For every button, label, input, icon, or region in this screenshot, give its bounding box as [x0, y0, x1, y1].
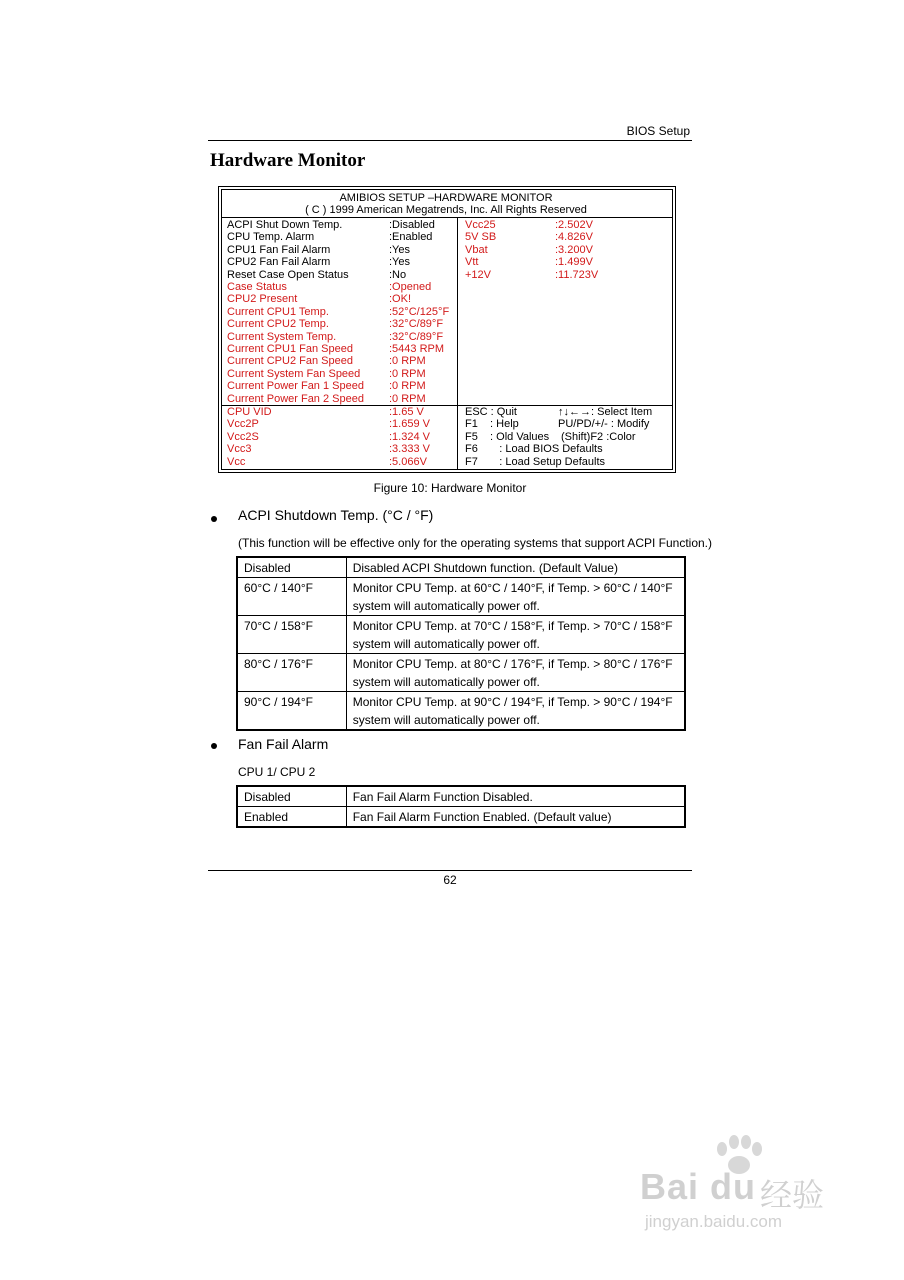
description-cell: Monitor CPU Temp. at 80°C / 176°F, if Temp. > 80°C / 176°F system will automatically power off.	[346, 654, 685, 692]
bios-voltage-value: :1.659 V	[389, 418, 430, 431]
bios-setting-value: :OK!	[389, 293, 412, 306]
bios-key-desc: PU/PD/+/- : Modify	[558, 418, 650, 431]
bios-right-voltage-label: +12V	[465, 268, 491, 281]
footer-rule	[208, 870, 692, 871]
fan-subheading: CPU 1/ CPU 2	[238, 765, 316, 779]
bios-column-divider	[457, 217, 458, 469]
bullet-icon	[211, 516, 217, 522]
option-cell: Disabled	[237, 786, 346, 807]
bios-setting-label: Current System Temp.	[227, 330, 337, 343]
bios-setting-value: :Enabled	[389, 231, 433, 244]
bios-voltage-label: Vcc3	[227, 443, 252, 456]
acpi-note: (This function will be effective only for the operating systems that support ACPI Function.)	[238, 536, 713, 550]
bios-title-line2: ( C ) 1999 American Megatrends, Inc. All Rights Reserved	[305, 204, 587, 216]
bios-setting-label: Current System Fan Speed	[227, 367, 361, 380]
bios-voltage-value: :5.066V	[389, 455, 427, 468]
bios-setting-value: :0 RPM	[389, 380, 426, 393]
bios-key-desc: ↑↓←→: Select Item	[558, 406, 653, 418]
bios-setting-value: :Yes	[389, 243, 411, 256]
option-cell: Enabled	[237, 807, 346, 828]
running-header: BIOS Setup	[626, 124, 690, 138]
bios-voltage-value: :3.333 V	[389, 443, 430, 456]
description-cell: Monitor CPU Temp. at 70°C / 158°F, if Temp. > 70°C / 158°F system will automatically power off.	[346, 616, 685, 654]
fan-heading: Fan Fail Alarm	[238, 736, 329, 752]
bios-key: F5 : Old Values	[465, 430, 550, 443]
fan-options-table	[236, 785, 686, 828]
table-row	[237, 616, 685, 654]
bios-setting-label: Current CPU2 Temp.	[227, 318, 329, 331]
description-cell: Monitor CPU Temp. at 60°C / 140°F, if Temp. > 60°C / 140°F system will automatically power off.	[346, 578, 685, 616]
bios-setting-label: Current CPU1 Fan Speed	[227, 343, 353, 355]
bios-setting-value: :0 RPM	[389, 367, 426, 380]
table-row	[237, 557, 685, 578]
bios-setting-label: Current CPU2 Fan Speed	[227, 355, 353, 368]
table-row	[237, 807, 685, 828]
description-cell: Monitor CPU Temp. at 90°C / 194°F, if Temp. > 90°C / 194°F system will automatically power off.	[346, 692, 685, 731]
bios-voltage-value: :1.324 V	[389, 430, 430, 443]
watermark-cn: 经验	[760, 1177, 825, 1213]
table-row	[237, 692, 685, 731]
header-rule	[208, 140, 692, 141]
bios-header-divider	[221, 217, 673, 218]
bios-setting-value: :Opened	[389, 281, 432, 293]
option-cell: 90°C / 194°F	[237, 692, 346, 731]
bios-right-voltage-label: 5V SB	[465, 231, 497, 244]
bios-voltage-value: :1.65 V	[389, 406, 424, 418]
bios-voltage-label: Vcc	[227, 455, 246, 468]
watermark-logo: Bai du	[640, 1166, 757, 1207]
bios-setting-value: :0 RPM	[389, 392, 426, 405]
table-row	[237, 578, 685, 616]
bios-setting-label: Current Power Fan 2 Speed	[227, 392, 364, 405]
option-cell: 70°C / 158°F	[237, 616, 346, 654]
bios-right-voltage-label: Vbat	[465, 243, 488, 256]
acpi-heading: ACPI Shutdown Temp. (°C / °F)	[238, 507, 434, 523]
description-cell: Disabled ACPI Shutdown function. (Default Value)	[346, 557, 685, 578]
bios-setting-label: Reset Case Open Status	[227, 268, 349, 281]
bios-setting-label: Current Power Fan 1 Speed	[227, 380, 364, 393]
option-cell: 80°C / 176°F	[237, 654, 346, 692]
bios-setting-value: :0 RPM	[389, 355, 426, 368]
bios-setting-label: ACPI Shut Down Temp.	[227, 219, 343, 231]
bios-key-desc: (Shift)F2 :Color	[561, 430, 636, 443]
bios-setting-value: :52°C/125°F	[389, 305, 450, 318]
acpi-options-table	[236, 556, 686, 731]
bios-voltage-label: CPU VID	[227, 406, 272, 418]
bios-setting-value: :32°C/89°F	[389, 318, 444, 331]
bios-title	[221, 192, 671, 216]
bios-voltage-label: Vcc2S	[227, 430, 259, 443]
bios-key: F1 : Help	[465, 418, 519, 431]
bios-setting-label: CPU2 Fan Fail Alarm	[227, 256, 331, 269]
table-row	[237, 654, 685, 692]
figure-caption: Figure 10: Hardware Monitor	[373, 481, 527, 495]
description-cell: Fan Fail Alarm Function Disabled.	[346, 786, 685, 807]
bios-right-voltage-value: :2.502V	[555, 219, 593, 231]
bios-setting-value: :Yes	[389, 256, 411, 269]
bullet-icon	[211, 743, 217, 749]
bios-right-voltage-value: :11.723V	[555, 268, 599, 281]
bios-setting-label: CPU2 Present	[227, 293, 298, 306]
bios-setting-label: CPU1 Fan Fail Alarm	[227, 243, 331, 256]
option-cell: Disabled	[237, 557, 346, 578]
bios-setting-value: :No	[389, 268, 407, 281]
option-cell: 60°C / 140°F	[237, 578, 346, 616]
watermark-url: jingyan.baidu.com	[645, 1212, 783, 1231]
page-number: 62	[443, 873, 457, 887]
bios-setting-value: :32°C/89°F	[389, 330, 444, 343]
bios-setting-label: Current CPU1 Temp.	[227, 305, 329, 318]
bios-key: ESC : Quit	[465, 406, 517, 418]
bios-right-voltage-value: :4.826V	[555, 231, 593, 244]
bios-right-voltage-label: Vcc25	[465, 219, 496, 231]
bios-setting-value: :Disabled	[389, 219, 435, 231]
bios-setting-label: Case Status	[227, 281, 287, 293]
bios-title-line1: AMIBIOS SETUP –HARDWARE MONITOR	[339, 192, 553, 204]
page-title: Hardware Monitor	[210, 150, 366, 171]
description-cell: Fan Fail Alarm Function Enabled. (Default value)	[346, 807, 685, 828]
bios-key: F7 : Load Setup Defaults	[465, 455, 606, 468]
bios-setting-value: :5443 RPM	[389, 343, 445, 355]
bios-voltage-label: Vcc2P	[227, 418, 259, 431]
bios-right-voltage-value: :3.200V	[555, 243, 593, 256]
bios-right-voltage-label: Vtt	[465, 256, 479, 269]
bios-right-voltage-value: :1.499V	[555, 256, 593, 269]
bios-setting-label: CPU Temp. Alarm	[227, 231, 315, 244]
table-row	[237, 786, 685, 807]
bios-key: F6 : Load BIOS Defaults	[465, 443, 603, 456]
